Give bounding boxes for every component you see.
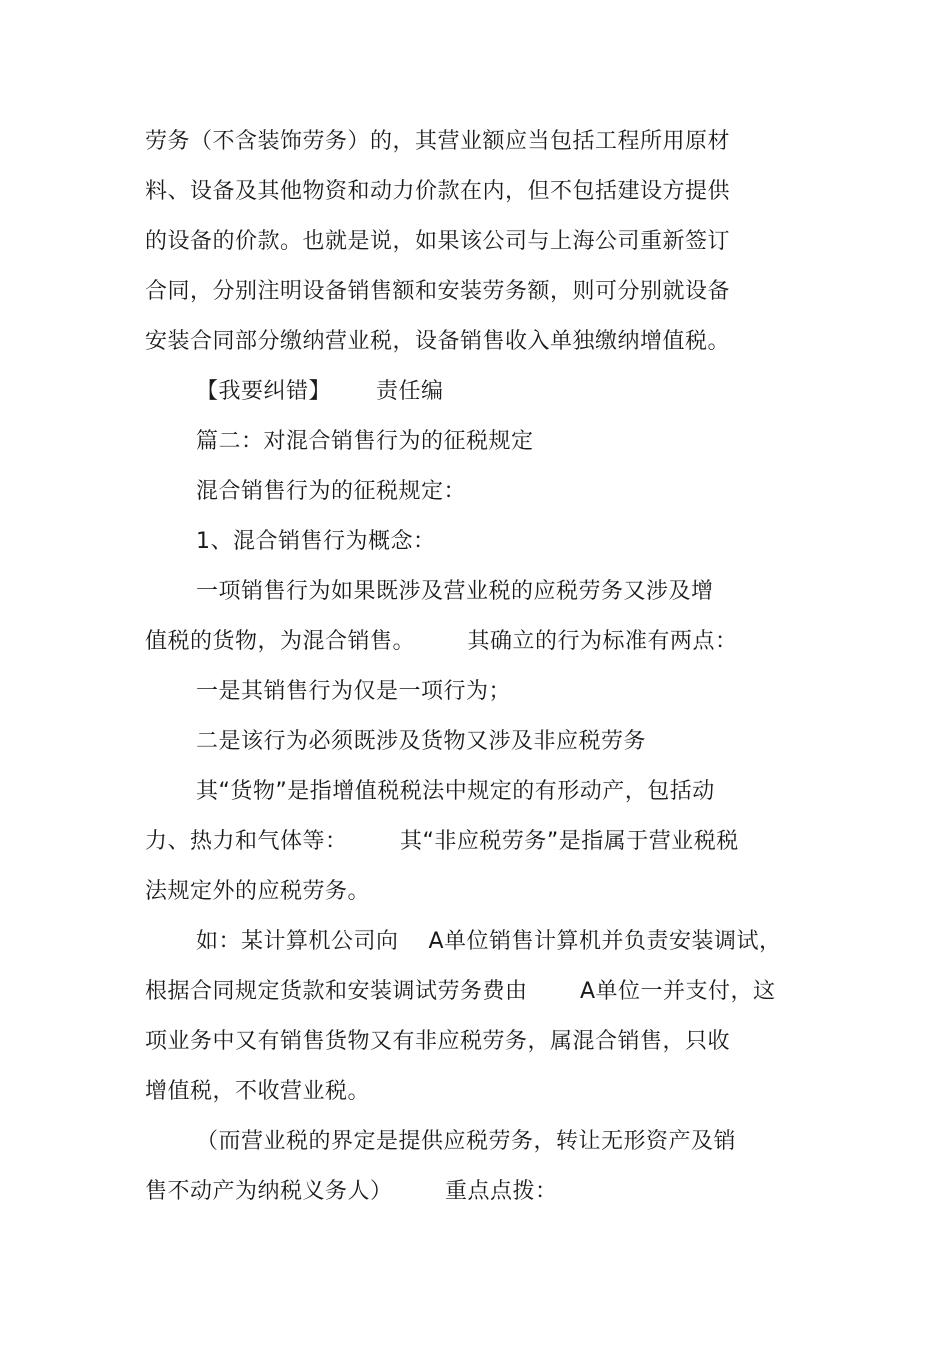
- paragraph-line: 料、设备及其他物资和动力价款在内，但不包括建设方提供: [145, 179, 731, 204]
- paragraph-line: 法规定外的应税劳务。: [145, 879, 371, 904]
- paragraph-line: 安装合同部分缴纳营业税，设备销售收入单独缴纳增值税。: [145, 329, 731, 354]
- paragraph-line: 的设备的价款。也就是说，如果该公司与上海公司重新签订: [145, 229, 731, 254]
- paragraph-line: 一是其销售行为仅是一项行为；: [196, 679, 512, 704]
- numbered-heading: 1、混合销售行为概念：: [196, 529, 436, 554]
- paragraph-line: 其“货物”是指增值税税法中规定的有形动产，包括动: [196, 779, 715, 804]
- paragraph-line: 合同，分别注明设备销售额和安装劳务额，则可分别就设备: [145, 279, 731, 304]
- subsection-heading: 混合销售行为的征税规定：: [196, 479, 467, 504]
- section-heading: 篇二：对混合销售行为的征税规定: [196, 429, 534, 454]
- paragraph-line: 值税的货物，为混合销售。 其确立的行为标准有两点：: [145, 629, 738, 654]
- paragraph-line: 项业务中又有销售货物又有非应税劳务，属混合销售，只收: [145, 1029, 731, 1054]
- paragraph-line: 一项销售行为如果既涉及营业税的应税劳务又涉及增: [196, 579, 714, 604]
- paragraph-line: 力、热力和气体等： 其“非应税劳务”是指属于营业税税: [145, 829, 739, 854]
- paragraph-line: 增值税，不收营业税。: [145, 1079, 371, 1104]
- paragraph-line: （而营业税的界定是提供应税劳务，转让无形资产及销: [196, 1129, 737, 1154]
- paragraph-line: 如：某计算机公司向 A单位销售计算机并负责安装调试，: [196, 929, 782, 954]
- paragraph-line: 劳务（不含装饰劳务）的，其营业额应当包括工程所用原材: [145, 129, 731, 154]
- paragraph-line: 二是该行为必须既涉及货物又涉及非应税劳务: [196, 729, 647, 754]
- paragraph-line: 售不动产为纳税义务人） 重点点拨：: [145, 1179, 558, 1204]
- report-error-link[interactable]: 【我要纠错】 责任编: [196, 379, 444, 404]
- paragraph-line: 根据合同规定货款和安装调试劳务费由 A单位一并支付，这: [145, 979, 776, 1004]
